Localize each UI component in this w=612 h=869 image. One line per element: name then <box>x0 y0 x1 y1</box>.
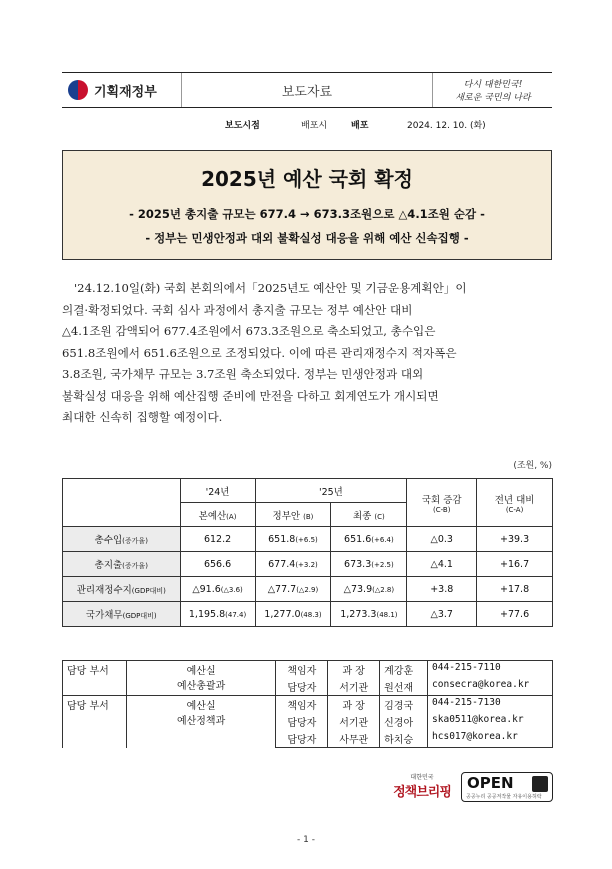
license-icon <box>532 776 548 792</box>
body-line: 불확실성 대응을 위해 예산집행 준비에 만전을 다하고 회계연도가 개시되면 <box>62 388 439 403</box>
budget-table <box>62 478 553 627</box>
slogan-line1: 다시 대한민국! <box>463 80 522 90</box>
open-license-badge: OPEN 공공누리 공공저작물 자유이용허락 <box>461 772 553 802</box>
policy-briefing-logo: 대한민국 정책브리핑 <box>393 774 451 800</box>
contact-row: 담당 부서 예산실 예산총괄과 책임자 과 장 계강훈 044-215-7110 <box>63 661 553 679</box>
email-link[interactable]: ska0511@korea.kr <box>428 713 553 730</box>
doc-type: 보도자료 <box>281 84 333 100</box>
header-yoy: 전년 대비 (C-A) <box>477 479 553 527</box>
table-row: 국가채무(GDP대비) 1,195.8(47.4) 1,277.0(48.3) 1,273.3(48.1) △3.7 +77.6 <box>63 602 553 627</box>
table-row: 관리재정수지(GDP대비) △91.6(△3.6) △77.7(△2.9) △73.9(△2.8) +3.8 +17.8 <box>63 577 553 602</box>
body-paragraph <box>62 278 554 429</box>
contact-table <box>62 660 553 748</box>
subtitle-2: - 정부는 민생안정과 대외 불확실성 대응을 위해 예산 신속집행 - <box>145 231 469 245</box>
body-line: '24.12.10일(화) 국회 본회의에서「2025년도 예산안 및 기금운용계획안」이 <box>74 281 467 295</box>
taegeuk-icon <box>68 80 88 100</box>
contact-row: 담당 부서 예산실 예산정책과 책임자 과 장 김경국 044-215-7130 <box>63 696 553 714</box>
ministry-name: 기획재정부 <box>94 84 157 100</box>
body-line: 의결·확정되었다. 국회 심사 과정에서 총지출 규모는 정부 예산안 대비 <box>62 302 413 317</box>
header-24-sub: 본예산(A) <box>180 503 255 527</box>
body-line: 최대한 신속히 집행할 예정이다. <box>62 410 223 424</box>
slogan-calligraphy <box>432 73 552 107</box>
letterhead <box>62 72 552 108</box>
release-label2: 배포 <box>351 121 369 131</box>
email-link[interactable]: consecra@korea.kr <box>428 678 553 696</box>
header-final: 최종 (C) <box>331 503 407 527</box>
subtitle-1: - 2025년 총지출 규모는 677.4 → 673.3조원으로 △4.1조원 순감 - <box>129 207 485 221</box>
table-corner <box>63 479 181 527</box>
headline-box <box>62 150 552 260</box>
header-24: '24년 <box>180 479 255 503</box>
release-label: 보도시점 <box>225 121 260 131</box>
ministry-logo <box>62 73 182 107</box>
body-line: △4.1조원 감액되어 677.4조원에서 673.3조원으로 축소되었고, 총수입은 <box>62 324 436 338</box>
table-row: 총수입(증가율) 612.2 651.8(+6.5) 651.6(+6.4) △0.3 +39.3 <box>63 527 553 552</box>
release-time: 배포시 <box>301 121 328 131</box>
contact-row: 담당자 서기관 신경아 ska0511@korea.kr <box>63 713 553 730</box>
contact-row: 담당자 서기관 원선재 consecra@korea.kr <box>63 678 553 696</box>
email-link[interactable]: hcs017@korea.kr <box>428 730 553 748</box>
header-25: '25년 <box>255 479 407 503</box>
body-line: 3.8조원, 국가채무 규모는 3.7조원 축소되었다. 정부는 민생안정과 대외 <box>62 367 424 381</box>
header-change: 국회 증감 (C-B) <box>407 479 477 527</box>
headline: 2025년 예산 국회 확정 <box>201 167 413 191</box>
slogan-line2: 새로운 국민의 나라 <box>454 93 531 103</box>
page-number: - 1 - <box>297 835 315 845</box>
release-date: 2024. 12. 10. (화) <box>407 121 486 131</box>
table-row: 총지출(증가율) 656.6 677.4(+3.2) 673.3(+2.5) △4.1 +16.7 <box>63 552 553 577</box>
contact-row: 담당자 사무관 하치승 hcs017@korea.kr <box>63 730 553 748</box>
body-line: 651.8조원에서 651.6조원으로 조정되었다. 이에 따른 관리재정수지 적자폭은 <box>62 345 457 360</box>
unit-label: (조원, %) <box>513 461 552 471</box>
release-info <box>225 118 486 131</box>
header-gov: 정부안 (B) <box>255 503 331 527</box>
